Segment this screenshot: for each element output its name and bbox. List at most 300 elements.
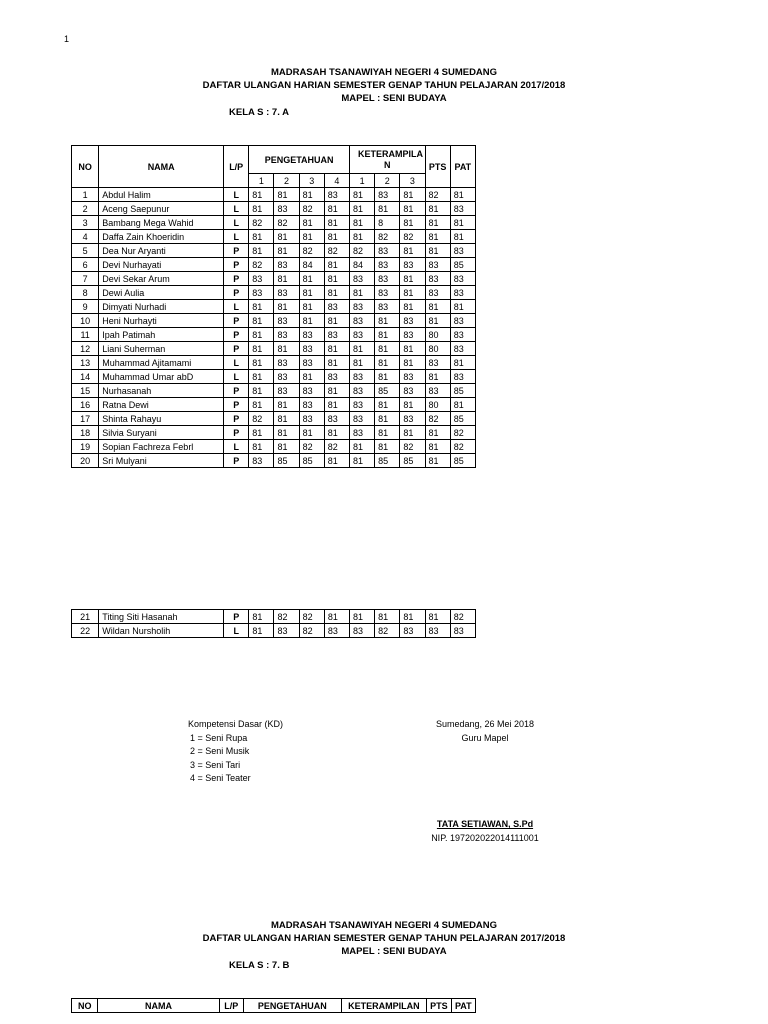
cell-lp: P — [224, 342, 249, 356]
table-row — [72, 398, 476, 412]
cell-lp: P — [224, 384, 249, 398]
signer-nip: NIP. 197202022014111001 — [431, 833, 539, 843]
cell-score: 80 — [425, 342, 450, 356]
cell-nama: Sopian Fachreza Febrl — [99, 440, 224, 454]
sub-col-pengetahuan: 4 — [324, 174, 349, 188]
cell-score: 81 — [400, 188, 425, 202]
cell-score: 81 — [400, 342, 425, 356]
cell-lp: L — [224, 440, 249, 454]
cell-score: 81 — [350, 202, 375, 216]
table-row — [72, 412, 476, 426]
cell-score: 81 — [274, 412, 299, 426]
cell-no: 20 — [72, 454, 99, 468]
cell-score: 82 — [324, 440, 349, 454]
sub-col-pengetahuan: 1 — [249, 174, 274, 188]
cell-lp: L — [224, 300, 249, 314]
cell-lp: P — [224, 328, 249, 342]
cell-nama: Ratna Dewi — [99, 398, 224, 412]
cell-nama: Dewi Aulia — [99, 286, 224, 300]
grades-table-2 — [71, 998, 476, 1013]
cell-score: 83 — [425, 624, 450, 638]
table-row — [72, 440, 476, 454]
cell-no: 15 — [72, 384, 99, 398]
cell-score: 83 — [400, 624, 425, 638]
cell-score: 81 — [375, 412, 400, 426]
cell-score: 82 — [299, 624, 324, 638]
cell-score: 83 — [350, 412, 375, 426]
cell-score: 81 — [450, 216, 475, 230]
kd-legend-item: 2 = Seni Musik — [190, 746, 250, 756]
cell-score: 83 — [249, 454, 274, 468]
cell-score: 81 — [450, 230, 475, 244]
cell-score: 8 — [375, 216, 400, 230]
cell-score: 85 — [274, 454, 299, 468]
cell-score: 83 — [299, 328, 324, 342]
cell-score: 81 — [249, 202, 274, 216]
table-row — [72, 610, 476, 624]
cell-score: 83 — [350, 370, 375, 384]
col-nama: NAMA — [99, 146, 224, 188]
cell-nama: Muhammad Ajitamami — [99, 356, 224, 370]
cell-score: 83 — [350, 426, 375, 440]
cell-score: 83 — [324, 412, 349, 426]
table-row — [72, 426, 476, 440]
cell-score: 82 — [249, 258, 274, 272]
cell-score: 83 — [425, 286, 450, 300]
cell-lp: P — [224, 412, 249, 426]
cell-lp: L — [224, 216, 249, 230]
cell-score: 81 — [299, 300, 324, 314]
cell-score: 82 — [299, 202, 324, 216]
cell-score: 82 — [324, 244, 349, 258]
cell-score: 81 — [400, 300, 425, 314]
grades-table-continued — [71, 609, 476, 638]
cell-nama: Abdul Halim — [99, 188, 224, 202]
cell-nama: Liani Suherman — [99, 342, 224, 356]
cell-score: 81 — [400, 202, 425, 216]
table-row — [72, 188, 476, 202]
cell-score: 81 — [274, 244, 299, 258]
cell-score: 83 — [400, 384, 425, 398]
cell-score: 81 — [249, 398, 274, 412]
cell-score: 85 — [375, 384, 400, 398]
cell-score: 81 — [274, 188, 299, 202]
col-no: NO — [72, 146, 99, 188]
cell-nama: Silvia Suryani — [99, 426, 224, 440]
signature-block — [420, 718, 550, 745]
cell-score: 81 — [249, 370, 274, 384]
subject-label: MAPEL : SENI BUDAYA — [341, 93, 447, 104]
cell-score: 81 — [400, 426, 425, 440]
cell-lp: P — [224, 258, 249, 272]
cell-score: 83 — [324, 188, 349, 202]
cell-score: 81 — [324, 454, 349, 468]
cell-score: 82 — [299, 244, 324, 258]
cell-score: 83 — [375, 188, 400, 202]
table-row — [72, 328, 476, 342]
cell-score: 81 — [400, 272, 425, 286]
sub-col-pengetahuan: 2 — [274, 174, 299, 188]
col-lp: L/P — [224, 146, 249, 188]
class-label-2: KELA S : 7. B — [229, 960, 290, 971]
cell-score: 81 — [350, 230, 375, 244]
cell-score: 81 — [425, 244, 450, 258]
cell-score: 83 — [299, 342, 324, 356]
school-name-2: MADRASAH TSANAWIYAH NEGERI 4 SUMEDANG — [270, 920, 498, 931]
cell-score: 82 — [450, 426, 475, 440]
kd-legend-item: 4 = Seni Teater — [190, 773, 251, 783]
table-row — [72, 272, 476, 286]
cell-score: 83 — [400, 328, 425, 342]
cell-score: 81 — [400, 356, 425, 370]
cell-score: 82 — [425, 412, 450, 426]
cell-score: 81 — [425, 370, 450, 384]
cell-score: 81 — [324, 426, 349, 440]
cell-score: 81 — [400, 610, 425, 624]
cell-score: 83 — [375, 286, 400, 300]
cell-score: 81 — [375, 356, 400, 370]
signer-name: TATA SETIAWAN, S.Pd — [436, 819, 534, 829]
cell-lp: L — [224, 188, 249, 202]
cell-score: 81 — [400, 216, 425, 230]
cell-score: 83 — [375, 258, 400, 272]
cell-no: 12 — [72, 342, 99, 356]
cell-score: 81 — [249, 624, 274, 638]
col-nama-2: NAMA — [98, 999, 219, 1013]
cell-no: 7 — [72, 272, 99, 286]
cell-score: 81 — [400, 398, 425, 412]
table-row — [72, 314, 476, 328]
cell-score: 81 — [450, 398, 475, 412]
cell-score: 81 — [249, 440, 274, 454]
cell-score: 81 — [375, 314, 400, 328]
cell-score: 80 — [425, 328, 450, 342]
cell-no: 21 — [72, 610, 99, 624]
cell-score: 81 — [350, 610, 375, 624]
cell-lp: P — [224, 286, 249, 300]
cell-score: 83 — [324, 370, 349, 384]
cell-score: 82 — [249, 412, 274, 426]
cell-no: 22 — [72, 624, 99, 638]
cell-score: 84 — [299, 258, 324, 272]
cell-score: 83 — [274, 370, 299, 384]
cell-score: 81 — [350, 454, 375, 468]
cell-score: 81 — [425, 230, 450, 244]
cell-score: 82 — [274, 610, 299, 624]
cell-score: 82 — [450, 440, 475, 454]
col-pat-2: PAT — [451, 999, 475, 1013]
cell-score: 82 — [425, 188, 450, 202]
cell-score: 83 — [274, 286, 299, 300]
table-row — [72, 258, 476, 272]
cell-no: 13 — [72, 356, 99, 370]
cell-nama: Shinta Rahayu — [99, 412, 224, 426]
cell-score: 81 — [375, 610, 400, 624]
cell-lp: L — [224, 624, 249, 638]
school-name: MADRASAH TSANAWIYAH NEGERI 4 SUMEDANG — [270, 67, 498, 78]
cell-score: 83 — [450, 342, 475, 356]
cell-score: 83 — [350, 328, 375, 342]
cell-score: 83 — [299, 398, 324, 412]
cell-score: 83 — [425, 272, 450, 286]
table-row — [72, 384, 476, 398]
cell-score: 83 — [299, 356, 324, 370]
cell-score: 81 — [375, 426, 400, 440]
cell-score: 81 — [274, 272, 299, 286]
cell-score: 81 — [324, 398, 349, 412]
cell-score: 82 — [450, 610, 475, 624]
cell-nama: Titing Siti Hasanah — [99, 610, 224, 624]
col-keterampilan-2: KETERAMPILAN — [341, 999, 426, 1013]
table-row — [72, 230, 476, 244]
cell-score: 83 — [450, 328, 475, 342]
cell-nama: Bambang Mega Wahid — [99, 216, 224, 230]
cell-score: 83 — [299, 384, 324, 398]
cell-score: 83 — [450, 272, 475, 286]
table-row — [72, 356, 476, 370]
cell-nama: Devi Nurhayati — [99, 258, 224, 272]
cell-score: 82 — [375, 624, 400, 638]
cell-lp: L — [224, 356, 249, 370]
cell-score: 81 — [299, 216, 324, 230]
cell-score: 81 — [425, 216, 450, 230]
cell-score: 81 — [425, 426, 450, 440]
table-row — [72, 454, 476, 468]
col-pengetahuan-2: PENGETAHUAN — [243, 999, 341, 1013]
cell-score: 83 — [400, 258, 425, 272]
cell-score: 81 — [249, 244, 274, 258]
cell-score: 83 — [450, 314, 475, 328]
cell-score: 83 — [274, 624, 299, 638]
cell-score: 81 — [299, 426, 324, 440]
cell-score: 82 — [299, 610, 324, 624]
cell-no: 6 — [72, 258, 99, 272]
place-date: Sumedang, 26 Mei 2018 — [435, 719, 535, 729]
cell-nama: Heni Nurhayti — [99, 314, 224, 328]
cell-score: 81 — [249, 328, 274, 342]
cell-score: 81 — [425, 300, 450, 314]
cell-nama: Muhammad Umar abD — [99, 370, 224, 384]
cell-no: 11 — [72, 328, 99, 342]
cell-score: 81 — [249, 342, 274, 356]
grades-table — [71, 145, 476, 468]
cell-score: 81 — [450, 300, 475, 314]
col-keterampilan: KETERAMPILA N — [350, 146, 426, 174]
subject-label-2: MAPEL : SENI BUDAYA — [341, 946, 447, 957]
cell-score: 81 — [299, 272, 324, 286]
cell-score: 83 — [350, 624, 375, 638]
kd-legend — [188, 718, 283, 786]
cell-nama: Sri Mulyani — [99, 454, 224, 468]
cell-score: 85 — [375, 454, 400, 468]
cell-score: 81 — [299, 230, 324, 244]
cell-score: 81 — [299, 314, 324, 328]
cell-nama: Dimyati Nurhadi — [99, 300, 224, 314]
cell-score: 83 — [450, 286, 475, 300]
cell-score: 83 — [274, 202, 299, 216]
cell-lp: P — [224, 426, 249, 440]
cell-score: 81 — [274, 230, 299, 244]
cell-score: 81 — [350, 216, 375, 230]
cell-no: 8 — [72, 286, 99, 300]
kd-legend-item: 3 = Seni Tari — [190, 759, 241, 770]
cell-lp: P — [224, 314, 249, 328]
cell-score: 81 — [249, 384, 274, 398]
cell-no: 14 — [72, 370, 99, 384]
cell-score: 83 — [324, 328, 349, 342]
cell-score: 82 — [350, 244, 375, 258]
cell-score: 83 — [249, 272, 274, 286]
document-title: DAFTAR ULANGAN HARIAN SEMESTER GENAP TAHUN PELAJARAN 2017/2018 — [202, 80, 566, 91]
cell-score: 83 — [450, 202, 475, 216]
cell-score: 81 — [375, 342, 400, 356]
cell-score: 81 — [249, 610, 274, 624]
cell-score: 81 — [400, 286, 425, 300]
cell-nama: Devi Sekar Arum — [99, 272, 224, 286]
cell-score: 83 — [450, 370, 475, 384]
table-row — [72, 342, 476, 356]
cell-score: 81 — [299, 188, 324, 202]
cell-score: 83 — [375, 272, 400, 286]
cell-score: 81 — [350, 440, 375, 454]
cell-lp: P — [224, 244, 249, 258]
cell-no: 5 — [72, 244, 99, 258]
cell-no: 18 — [72, 426, 99, 440]
cell-nama: Wildan Nursholih — [99, 624, 224, 638]
cell-score: 83 — [350, 384, 375, 398]
cell-nama: Ipah Patimah — [99, 328, 224, 342]
cell-score: 85 — [400, 454, 425, 468]
cell-score: 82 — [400, 230, 425, 244]
cell-score: 83 — [350, 398, 375, 412]
cell-score: 81 — [375, 440, 400, 454]
cell-score: 83 — [400, 370, 425, 384]
cell-score: 85 — [450, 412, 475, 426]
cell-score: 81 — [375, 370, 400, 384]
table-row — [72, 370, 476, 384]
cell-nama: Daffa Zain Khoeridin — [99, 230, 224, 244]
cell-score: 81 — [324, 272, 349, 286]
cell-lp: P — [224, 610, 249, 624]
cell-score: 83 — [249, 286, 274, 300]
cell-score: 81 — [274, 426, 299, 440]
cell-lp: P — [224, 272, 249, 286]
cell-score: 81 — [350, 342, 375, 356]
cell-score: 81 — [249, 314, 274, 328]
cell-score: 80 — [425, 398, 450, 412]
cell-score: 83 — [274, 314, 299, 328]
cell-score: 81 — [324, 230, 349, 244]
cell-score: 85 — [450, 258, 475, 272]
table-row — [72, 244, 476, 258]
cell-score: 81 — [249, 230, 274, 244]
cell-score: 81 — [299, 286, 324, 300]
col-pat: PAT — [450, 146, 475, 188]
cell-score: 83 — [450, 624, 475, 638]
cell-score: 81 — [299, 370, 324, 384]
cell-lp: P — [224, 398, 249, 412]
cell-lp: L — [224, 230, 249, 244]
cell-no: 1 — [72, 188, 99, 202]
cell-score: 81 — [324, 202, 349, 216]
cell-score: 81 — [274, 440, 299, 454]
col-lp-2: L/P — [219, 999, 243, 1013]
cell-no: 3 — [72, 216, 99, 230]
cell-score: 81 — [425, 440, 450, 454]
cell-no: 10 — [72, 314, 99, 328]
cell-score: 81 — [324, 610, 349, 624]
cell-score: 81 — [274, 342, 299, 356]
cell-score: 81 — [249, 426, 274, 440]
cell-score: 83 — [425, 258, 450, 272]
document-title-2: DAFTAR ULANGAN HARIAN SEMESTER GENAP TAHUN PELAJARAN 2017/2018 — [202, 933, 566, 944]
cell-score: 83 — [324, 300, 349, 314]
cell-no: 17 — [72, 412, 99, 426]
cell-score: 82 — [299, 440, 324, 454]
cell-score: 81 — [324, 216, 349, 230]
cell-score: 81 — [350, 356, 375, 370]
cell-score: 81 — [324, 286, 349, 300]
cell-score: 81 — [375, 398, 400, 412]
cell-no: 19 — [72, 440, 99, 454]
cell-score: 82 — [274, 216, 299, 230]
cell-score: 83 — [274, 328, 299, 342]
table-row — [72, 300, 476, 314]
cell-score: 83 — [324, 624, 349, 638]
col-pengetahuan: PENGETAHUAN — [249, 146, 350, 174]
sub-col-keterampilan: 2 — [375, 174, 400, 188]
kd-legend-item: 1 = Seni Rupa — [190, 732, 248, 743]
signer-role: Guru Mapel — [461, 732, 509, 743]
cell-score: 83 — [350, 300, 375, 314]
cell-score: 81 — [324, 258, 349, 272]
cell-no: 4 — [72, 230, 99, 244]
cell-score: 83 — [375, 300, 400, 314]
cell-score: 82 — [375, 230, 400, 244]
cell-score: 81 — [350, 286, 375, 300]
cell-score: 81 — [450, 188, 475, 202]
class-label: KELA S : 7. A — [229, 107, 289, 118]
cell-score: 81 — [425, 314, 450, 328]
sub-col-keterampilan: 3 — [400, 174, 425, 188]
cell-score: 81 — [324, 342, 349, 356]
cell-nama: Aceng Saepunur — [99, 202, 224, 216]
cell-score: 81 — [425, 454, 450, 468]
cell-lp: P — [224, 454, 249, 468]
cell-score: 81 — [400, 244, 425, 258]
cell-score: 83 — [450, 244, 475, 258]
table-row — [72, 202, 476, 216]
col-no-2: NO — [72, 999, 98, 1013]
table-row — [72, 286, 476, 300]
cell-lp: L — [224, 370, 249, 384]
cell-score: 81 — [375, 202, 400, 216]
cell-no: 16 — [72, 398, 99, 412]
table-row — [72, 624, 476, 638]
cell-score: 81 — [425, 610, 450, 624]
cell-score: 85 — [299, 454, 324, 468]
cell-no: 2 — [72, 202, 99, 216]
page-number: 1 — [64, 34, 70, 44]
cell-score: 83 — [400, 412, 425, 426]
cell-score: 81 — [274, 300, 299, 314]
cell-score: 81 — [274, 398, 299, 412]
cell-score: 83 — [274, 258, 299, 272]
cell-score: 81 — [324, 384, 349, 398]
cell-score: 81 — [375, 328, 400, 342]
cell-score: 83 — [425, 356, 450, 370]
cell-score: 83 — [400, 314, 425, 328]
